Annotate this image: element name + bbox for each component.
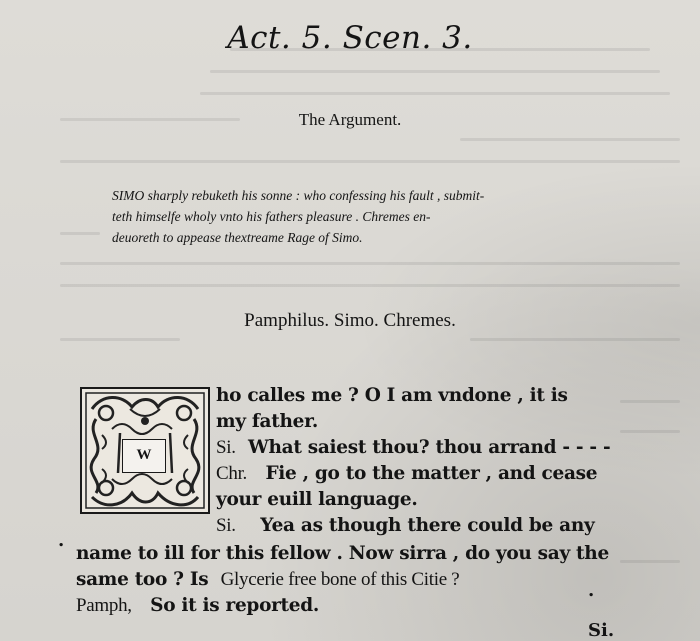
speech-text: What saiest thou? thou arrand - - - - <box>248 437 611 458</box>
speaker-label: Si. <box>216 437 236 458</box>
initial-letter: W <box>122 439 166 473</box>
speaker-label: Si. <box>216 515 236 536</box>
dialogue-line <box>76 595 319 617</box>
speech-text: Yea as though there could be any <box>260 515 595 536</box>
dialogue-line: ho calles me ? O I am vndone , it is <box>216 385 568 406</box>
argument-line: SIMO sharply rebuketh his sonne : who confessing his fault , submit- <box>112 188 485 203</box>
speech-text: Glycerie free bone of this Citie ? <box>220 569 460 590</box>
dialogue-line <box>76 569 459 591</box>
act-scene-header: Act. 5. Scen. 3. <box>227 20 473 56</box>
margin-mark: . <box>588 580 595 601</box>
speech-text: same too ? Is <box>76 569 209 590</box>
dialogue-line <box>216 437 610 459</box>
argument-text <box>112 185 617 248</box>
argument-line: deuoreth to appease thextreame Rage of Simo. <box>112 230 363 245</box>
margin-mark: . <box>58 530 65 551</box>
dialogue-line <box>216 463 597 485</box>
catchword: Si. <box>588 620 615 641</box>
decorated-initial <box>80 387 210 514</box>
dialogue-line <box>216 515 594 537</box>
argument-title: The Argument. <box>298 110 402 129</box>
argument-line: teth himselfe wholy vnto his fathers pleasure . Chremes en- <box>112 209 431 224</box>
speaker-label: Chr. <box>216 463 248 484</box>
speech-text: Fie , go to the matter , and cease <box>265 463 598 484</box>
dialogue-line: your euill language. <box>216 489 418 510</box>
speaker-label: Pamph, <box>76 595 132 616</box>
dialogue-line: my father. <box>216 411 318 432</box>
speech-text: So it is reported. <box>150 595 320 616</box>
dramatis-personae: Pamphilus. Simo. Chremes. <box>244 310 456 331</box>
dialogue-line: name to ill for this fellow . Now sirra , do you say the <box>76 543 609 564</box>
